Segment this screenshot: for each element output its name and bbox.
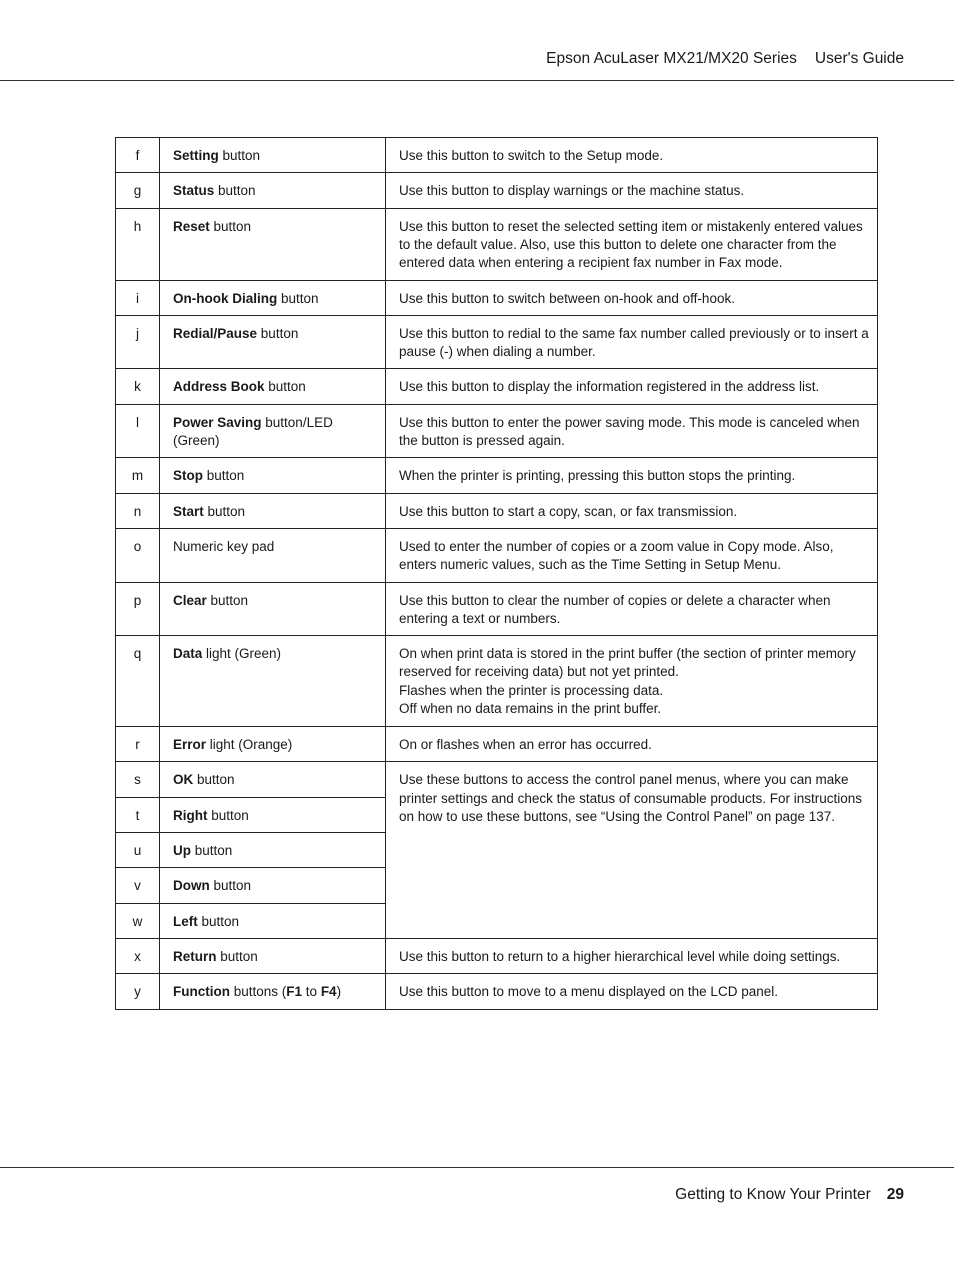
row-name: Stop button [160, 458, 386, 493]
row-desc: When the printer is printing, pressing this button stops the printing. [386, 458, 878, 493]
row-key: r [116, 727, 160, 762]
table-row [116, 938, 878, 973]
row-desc: Use this button to switch to the Setup mode. [386, 138, 878, 173]
table-row [116, 280, 878, 315]
row-desc: On or flashes when an error has occurred. [386, 727, 878, 762]
row-name: Left button [160, 903, 386, 938]
row-key: o [116, 528, 160, 582]
row-name: Right button [160, 797, 386, 832]
page-footer [675, 1186, 904, 1204]
row-key: j [116, 315, 160, 369]
table-row [116, 138, 878, 173]
row-key: y [116, 974, 160, 1009]
table-row [116, 636, 878, 727]
row-name: Down button [160, 868, 386, 903]
row-key: l [116, 404, 160, 458]
table-row [116, 315, 878, 369]
row-desc [386, 636, 878, 727]
table-row [116, 493, 878, 528]
table-row [116, 458, 878, 493]
row-desc: Use this button to reset the selected setting item or mistakenly entered values to the default value. Also, use this button to delete one character from the entered data when entering a recipient fax number in Fax mode. [386, 208, 878, 280]
row-desc: Use this button to enter the power saving mode. This mode is canceled when the button is pressed again. [386, 404, 878, 458]
row-name: Power Saving button/LED (Green) [160, 404, 386, 458]
row-key: t [116, 797, 160, 832]
row-name: Redial/Pause button [160, 315, 386, 369]
footer-section: Getting to Know Your Printer [675, 1186, 871, 1203]
row-key: x [116, 938, 160, 973]
table-row [116, 762, 878, 797]
button-table [115, 137, 878, 1010]
table-row [116, 582, 878, 636]
footer-rule [0, 1167, 954, 1168]
table-row [116, 404, 878, 458]
row-desc: Used to enter the number of copies or a zoom value in Copy mode. Also, enters numeric values, such as the Time Setting in Setup Menu. [386, 528, 878, 582]
row-name: On-hook Dialing button [160, 280, 386, 315]
row-key: s [116, 762, 160, 797]
table-row [116, 369, 878, 404]
row-name: Address Book button [160, 369, 386, 404]
row-key: f [116, 138, 160, 173]
row-desc: Use this button to clear the number of copies or delete a character when entering a text or numbers. [386, 582, 878, 636]
row-name: OK button [160, 762, 386, 797]
table-row [116, 528, 878, 582]
table-row [116, 727, 878, 762]
row-name: Up button [160, 833, 386, 868]
row-key: h [116, 208, 160, 280]
row-desc: Use this button to return to a higher hierarchical level while doing settings. [386, 938, 878, 973]
row-key: q [116, 636, 160, 727]
row-key: k [116, 369, 160, 404]
row-desc: Use these buttons to access the control panel menus, where you can make printer settings and check the status of consumable products. For instructions on how to use these buttons, see “Using the Control Panel” on page 137. [386, 762, 878, 938]
row-desc: Use this button to display the information registered in the address list. [386, 369, 878, 404]
row-key: w [116, 903, 160, 938]
row-name: Reset button [160, 208, 386, 280]
row-name: Function buttons (F1 to F4) [160, 974, 386, 1009]
row-name: Status button [160, 173, 386, 208]
table-row [116, 173, 878, 208]
row-name: Clear button [160, 582, 386, 636]
row-key: v [116, 868, 160, 903]
row-key: i [116, 280, 160, 315]
row-name: Start button [160, 493, 386, 528]
row-desc: Use this button to redial to the same fax number called previously or to insert a pause (-) when dialing a number. [386, 315, 878, 369]
row-desc: Use this button to move to a menu displayed on the LCD panel. [386, 974, 878, 1009]
row-name: Numeric key pad [160, 528, 386, 582]
header-rule [0, 80, 954, 81]
row-name: Return button [160, 938, 386, 973]
row-key: n [116, 493, 160, 528]
row-key: p [116, 582, 160, 636]
desc-line: Flashes when the printer is processing data. [399, 682, 664, 698]
page-header [546, 50, 904, 68]
row-desc: Use this button to start a copy, scan, or fax transmission. [386, 493, 878, 528]
table-row [116, 208, 878, 280]
header-guide: User's Guide [814, 50, 904, 67]
row-key: u [116, 833, 160, 868]
row-key: g [116, 173, 160, 208]
row-name: Data light (Green) [160, 636, 386, 727]
header-product: Epson AcuLaser MX21/MX20 Series [546, 50, 797, 67]
desc-line: On when print data is stored in the print buffer (the section of printer memory reserved for receiving data) but not yet printed. [399, 646, 856, 680]
row-desc: Use this button to switch between on-hook and off-hook. [386, 280, 878, 315]
row-key: m [116, 458, 160, 493]
desc-line: Off when no data remains in the print buffer. [399, 701, 662, 717]
row-desc: Use this button to display warnings or the machine status. [386, 173, 878, 208]
row-name: Error light (Orange) [160, 727, 386, 762]
page-number: 29 [886, 1186, 904, 1203]
table-row [116, 974, 878, 1009]
row-name: Setting button [160, 138, 386, 173]
